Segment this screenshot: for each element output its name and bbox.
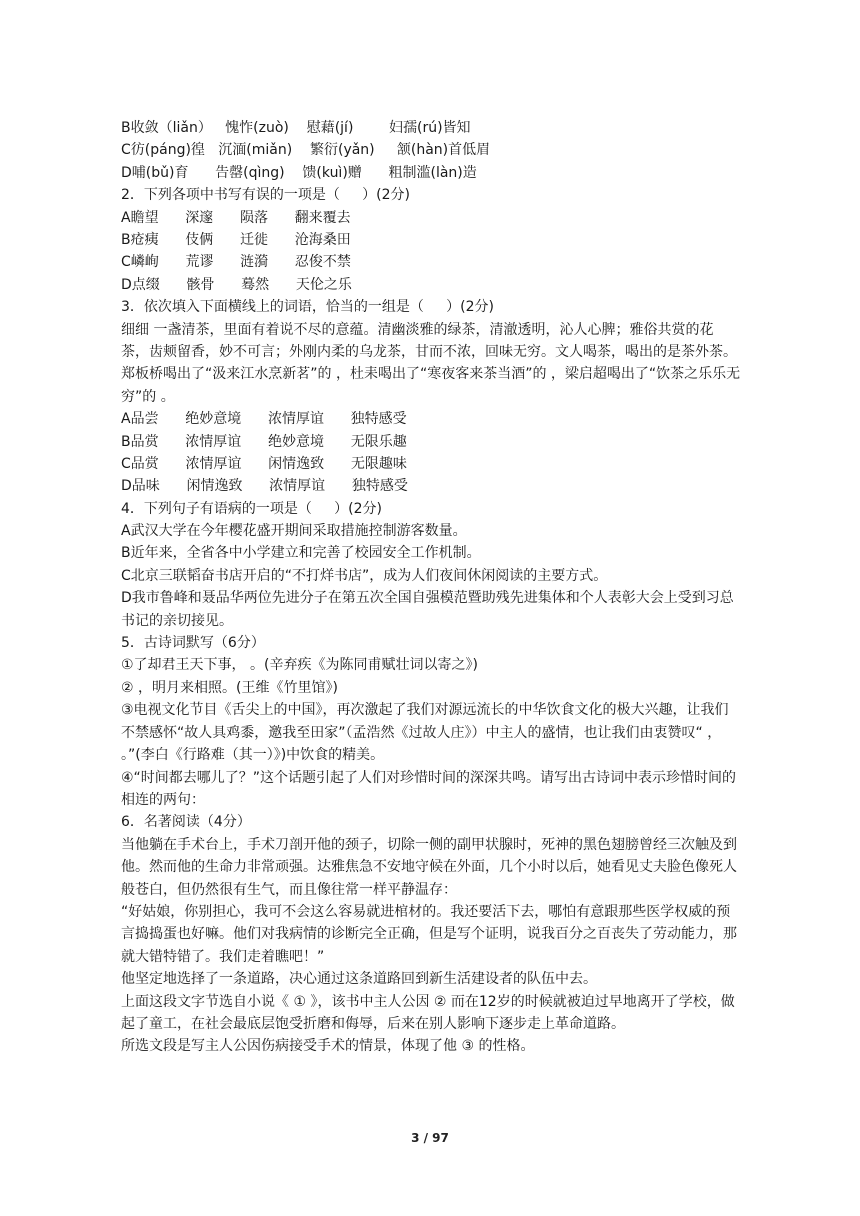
- question-5-title: 5．古诗词默写（6分）: [121, 635, 265, 652]
- option-b: B品赏 浓情厚谊 绝妙意境 无限乐趣: [121, 433, 407, 450]
- poem-item-4: ④“时间都去哪儿了？”这个话题引起了人们对珍惜时间的深深共鸣。请写出古诗词中表示珍惜时间的相连的两句：: [121, 769, 737, 808]
- reading-paragraph: “好姑娘，你别担心，我可不会这么容易就进棺材的。我还要活下去，哪怕有意跟那些医学权威的预言捣捣蛋也好嘛。他们对我病情的诊断完全正确，但是写个证明，说我百分之百丧失了劳动能力，那就大错特错了。我们走着瞧吧！”: [121, 903, 737, 965]
- option-a: A瞻望 深邃 陨落 翻来覆去: [121, 209, 351, 226]
- document-body: [121, 117, 741, 1058]
- question-3-passage: 细细 一盏清茶，里面有着说不尽的意蕴。清幽淡雅的绿茶，清澈透明，沁人心脾；雅俗共赏的花茶，齿颊留香，妙不可言；外刚内柔的乌龙茶，甘而不浓，回味无穷。文人喝茶，喝出的是茶外茶。郑板桥喝出了“汲来江水烹新茗”的 ，杜耒喝出了“寒夜客来茶当酒”的 ，梁启超喝出了“饮茶之乐乐无穷”的 。: [121, 321, 741, 405]
- question-6-title: 6．名著阅读（4分）: [121, 814, 251, 831]
- text-line: B收敛（liǎn） 愧怍(zuò) 慰藉(jí) 妇孺(rú)皆知: [121, 120, 471, 136]
- option-d: D品味 闲情逸致 浓情厚谊 独特感受: [121, 478, 408, 495]
- page-number: 3 / 97: [411, 1131, 449, 1145]
- option-c: C北京三联韬奋书店开启的“不打烊书店”，成为人们夜间休闲阅读的主要方式。: [121, 567, 608, 584]
- question-3-title: 3．依次填入下面横线上的词语，恰当的一组是（ ）(2分): [121, 299, 494, 316]
- option-d: D我市鲁峰和聂品华两位先进分子在第五次全国自强模范暨助残先进集体和个人表彰大会上受到习总书记的亲切接见。: [121, 590, 734, 629]
- option-c: C品赏 浓情厚谊 闲情逸致 无限趣味: [121, 455, 407, 472]
- poem-item-1: ①了却君王天下事， 。(辛弃疾《为陈同甫赋壮词以寄之》): [121, 657, 478, 674]
- question-4-title: 4．下列句子有语病的一项是（ ）(2分): [121, 500, 382, 517]
- option-c: C嶙峋 荒谬 涟漪 忍俊不禁: [121, 254, 351, 271]
- poem-item-3: ③电视文化节目《舌尖上的中国》，再次激起了我们对源远流长的中华饮食文化的极大兴趣，让我们不禁感怀“故人具鸡黍，邀我至田家”（孟浩然《过故人庄》）中主人的盛情，也让我们由衷赞叹“ ， 。”(李白《行路难（其一）》)中饮食的精美。: [121, 702, 729, 764]
- poem-item-2: ② ，明月来相照。(王维《竹里馆》): [121, 679, 338, 696]
- option-a: A武汉大学在今年樱花盛开期间采取措施控制游客数量。: [121, 523, 467, 540]
- reading-paragraph: 他坚定地选择了一条道路，决心通过这条道路回到新生活建设者的队伍中去。: [121, 971, 597, 988]
- option-a: A品尝 绝妙意境 浓情厚谊 独特感受: [121, 411, 407, 428]
- question-2-title: 2．下列各项中书写有误的一项是（ ）(2分): [121, 187, 410, 204]
- reading-paragraph: 当他躺在手术台上，手术刀剖开他的颈子，切除一侧的副甲状腺时，死神的黑色翅膀曾经三次触及到他。然而他的生命力非常顽强。达雅焦急不安地守候在外面，几个小时以后，她看见丈夫脸色像死人般苍白，但仍然很有生气，而且像往常一样平静温存：: [121, 836, 737, 898]
- text-line: D哺(bǔ)育 告罄(qìng) 馈(kuì)赠 粗制滥(làn)造: [121, 164, 477, 181]
- option-b: B近年来，全省各中小学建立和完善了校园安全工作机制。: [121, 545, 481, 562]
- option-d: D点缀 骸骨 蓦然 天伦之乐: [121, 276, 352, 293]
- reading-paragraph: 所选文段是写主人公因伤病接受手术的情景，体现了他 ③ 的性格。: [121, 1038, 535, 1055]
- text-line: C彷(páng)徨 沉湎(miǎn) 繁衍(yǎn) 颔(hàn)首低眉: [121, 142, 491, 159]
- option-b: B疮痍 伎俩 迁徙 沧海桑田: [121, 231, 351, 248]
- reading-paragraph: 上面这段文字节选自小说《 ① 》，该书中主人公因 ② 而在12岁的时候就被迫过早地离开了学校，做起了童工，在社会最底层饱受折磨和侮辱，后来在别人影响下逐步走上革命道路。: [121, 993, 735, 1032]
